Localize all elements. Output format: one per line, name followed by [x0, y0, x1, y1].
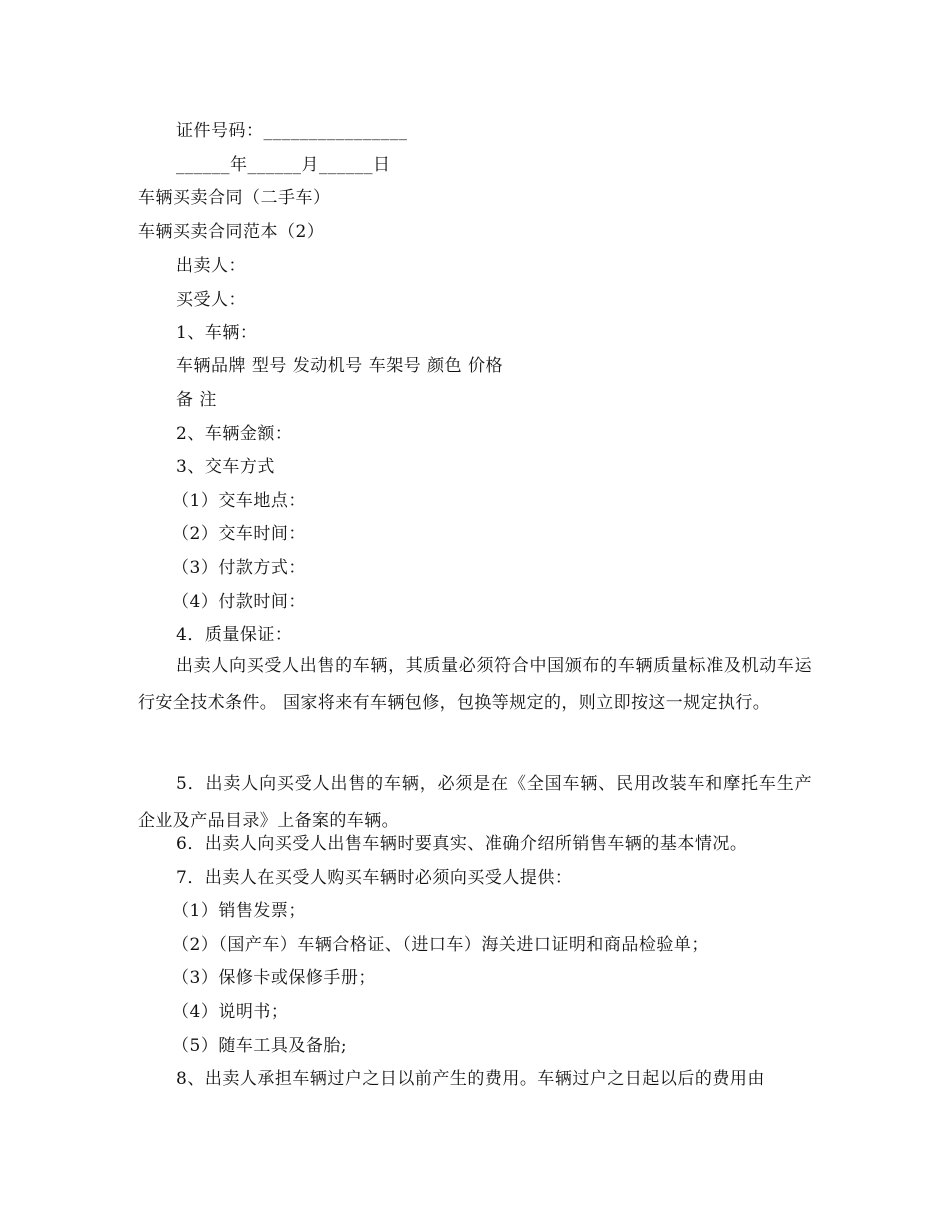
clause-7-item-2: （2）（国产车）车辆合格证、（进口车）海关进口证明和商品检验单；	[172, 935, 709, 955]
clause-8: 8、出卖人承担车辆过户之日以前产生的费用。车辆过户之日起以后的费用由	[176, 1069, 765, 1089]
vehicle-fields: 车辆品牌 型号 发动机号 车架号 颜色 价格	[176, 356, 504, 376]
clause-5-paragraph: 5．出卖人向买受人出售的车辆，必须是在《全国车辆、民用改装车和摩托车生产企业及产品目录》上备案的车辆。	[138, 774, 812, 831]
seller-line: 出卖人：	[176, 256, 246, 276]
clause-7-item-1: （1）销售发票；	[172, 901, 306, 921]
delivery-place: （1）交车地点：	[172, 491, 306, 511]
clause-7: 7．出卖人在买受人购买车辆时必须向买受人提供：	[176, 868, 573, 888]
clause-7-item-5: （5）随车工具及备胎;	[172, 1036, 348, 1056]
contract-title: 车辆买卖合同（二手车）	[138, 188, 331, 208]
section-quality: 4．质量保证：	[176, 625, 293, 645]
section-amount: 2、车辆金额：	[176, 424, 293, 444]
delivery-time: （2）交车时间：	[172, 524, 306, 544]
payment-time: （4）付款时间：	[172, 592, 306, 612]
clause-6: 6．出卖人向买受人出售车辆时要真实、准确介绍所销售车辆的基本情况。	[176, 834, 748, 854]
section-vehicle: 1、车辆：	[176, 323, 258, 343]
remarks-line: 备 注	[176, 390, 217, 410]
date-line: ______年______月______日	[176, 155, 391, 175]
clause-7-item-3: （3）保修卡或保修手册；	[172, 968, 376, 988]
clause-7-item-4: （4）说明书；	[172, 1002, 289, 1022]
section-delivery: 3、交车方式	[176, 457, 275, 477]
contract-subtitle: 车辆买卖合同范本（2）	[138, 222, 325, 242]
quality-paragraph: 出卖人向买受人出售的车辆，其质量必须符合中国颁布的车辆质量标准及机动车运行安全技术条件。 国家将来有车辆包修，包换等规定的，则立即按这一规定执行。	[138, 656, 812, 713]
payment-method: （3）付款方式：	[172, 558, 306, 578]
id-number-line: 证件号码：________________	[176, 121, 408, 141]
buyer-line: 买受人：	[176, 290, 246, 310]
